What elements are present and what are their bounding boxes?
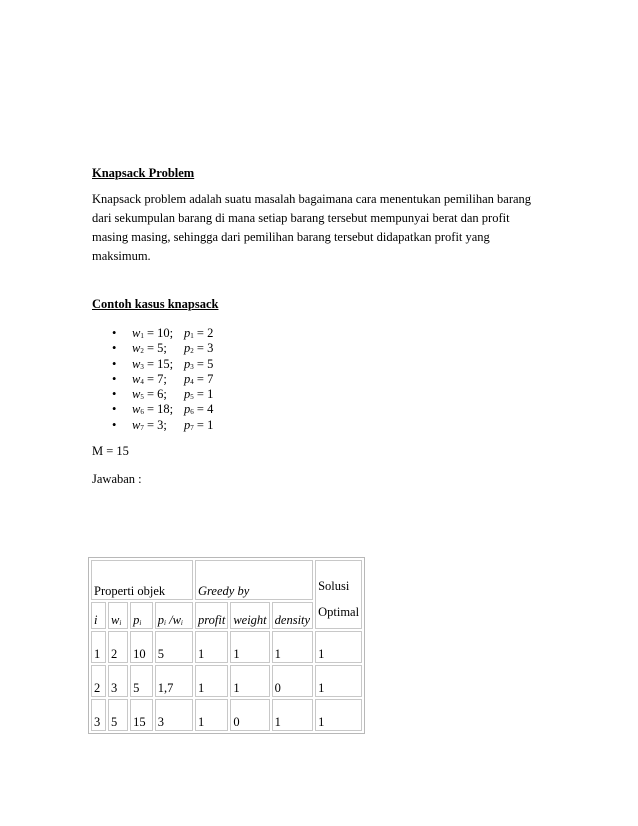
table-cell: 1 [315,665,362,697]
list-item: • $w_4 = 7$; $p_4 = 7$ [92,372,213,387]
table-cell: 0 [272,665,313,697]
answer-label: Jawaban : [92,472,142,486]
table-row [91,631,362,663]
description-line: masing masing, sehingga dari pemilihan barang tersebut didapatkan profit yang [92,230,490,244]
list-item: • $w_6 = 18$; $p_6 = 4$ [92,402,213,417]
table-cell: 10 [130,631,153,663]
col-wi: $w_i$ [108,602,128,629]
col-density: density [272,602,313,629]
table-cell: 1 [315,631,362,663]
table-cell: 0 [230,699,269,731]
table-cell: 1 [272,699,313,731]
table-cell: 1 [230,631,269,663]
table-cell: 1,7 [155,665,193,697]
col-profit: profit [195,602,228,629]
list-item: • $w_1 = 10$; $p_1 = 2$ [92,326,213,341]
table-header-row [91,560,362,600]
table-cell: 5 [130,665,153,697]
table-row [91,665,362,697]
table-cell: 3 [108,665,128,697]
description-line: maksimum. [92,249,151,263]
col-pi-wi: $p_i$ $/w_i$ [155,602,193,629]
table-cell: 1 [91,631,106,663]
table-cell: 15 [130,699,153,731]
col-weight: weight [230,602,269,629]
list-item: • $w_2 = 5$; $p_2 = 3$ [92,341,213,356]
col-i: i [91,602,106,629]
description-line: Knapsack problem adalah suatu masalah bagaimana cara menentukan pemilihan barang [92,192,532,206]
knapsack-description [92,190,542,266]
table-cell: 2 [108,631,128,663]
table-cell: 1 [195,665,228,697]
description-line: dari sekumpulan barang di mana setiap barang tersebut mempunyai berat dan profit [92,211,510,225]
table-cell: 3 [155,699,193,731]
case-list [92,326,213,433]
list-item: • $w_3 = 15$; $p_3 = 5$ [92,357,213,372]
table-row [91,699,362,731]
table-cell: 3 [91,699,106,731]
greedy-table [88,557,365,734]
table-cell: 1 [230,665,269,697]
header-solusi-optimal: Solusi Optimal [315,560,362,629]
list-item: • $w_7 = 3$; $p_7 = 1$ [92,418,213,433]
section-title-knapsack-problem: Knapsack Problem [92,166,195,180]
table-cell: 5 [108,699,128,731]
header-greedy-by: Greedy by [195,560,313,600]
table-cell: 1 [272,631,313,663]
table-cell: 1 [315,699,362,731]
table-cell: 5 [155,631,193,663]
list-item: • $w_5 = 6$; $p_5 = 1$ [92,387,213,402]
capacity-value: M = 15 [92,444,129,458]
table-cell: 1 [195,699,228,731]
header-properti-objek: Properti objek [91,560,193,600]
table-cell: 1 [195,631,228,663]
col-pi: $p_i$ [130,602,153,629]
table-cell: 2 [91,665,106,697]
section-title-contoh-kasus: Contoh kasus knapsack [92,297,219,311]
